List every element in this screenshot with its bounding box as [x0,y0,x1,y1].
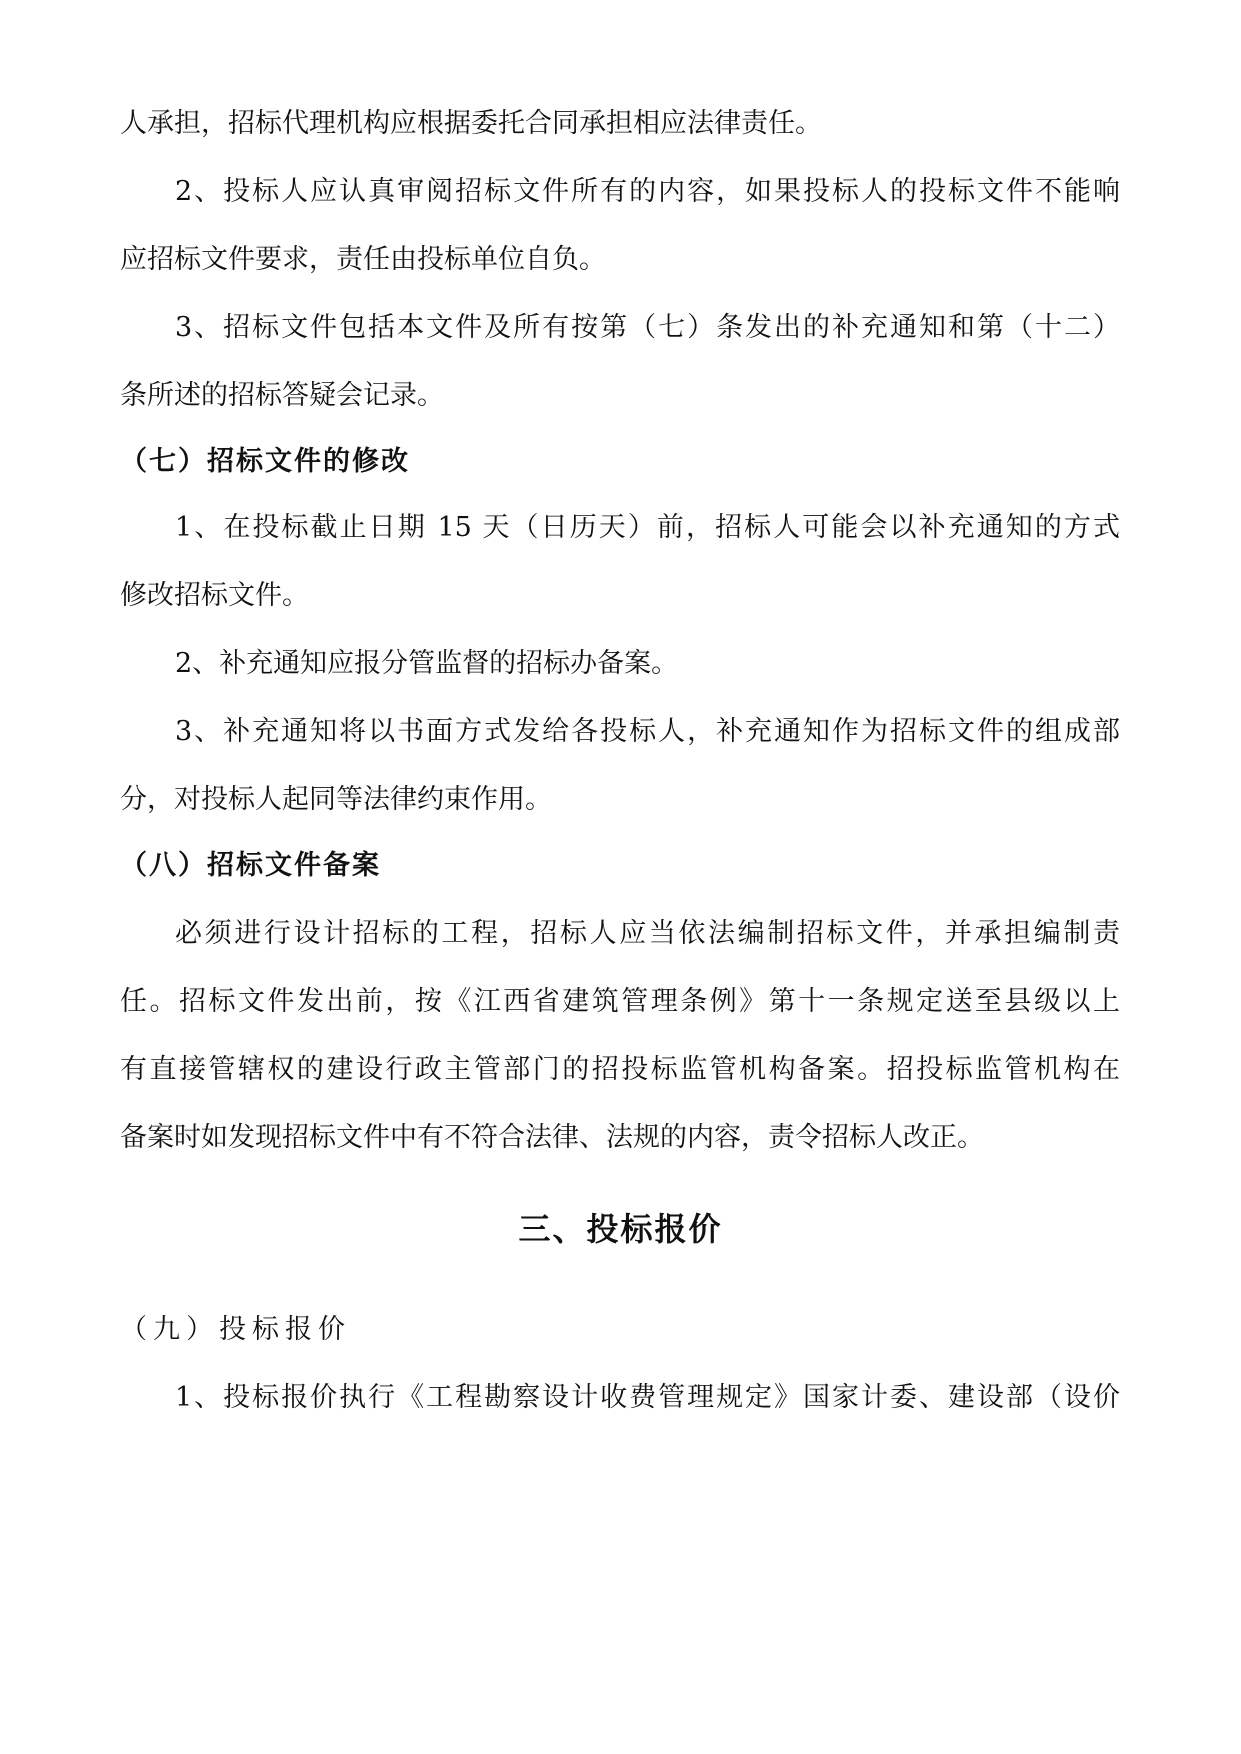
paragraph-line: 3、招标文件包括本文件及所有按第（七）条发出的补充通知和第（十二） [175,312,1120,343]
paragraph-line: 应招标文件要求，责任由投标单位自负。 [120,244,606,275]
paragraph-line: 分，对投标人起同等法律约束作用。 [120,784,552,815]
paragraph-line: 有直接管辖权的建设行政主管部门的招投标监管机构备案。招投标监管机构在 [120,1054,1120,1085]
paragraph-line: 修改招标文件。 [120,580,309,611]
paragraph-line: 备案时如发现招标文件中有不符合法律、法规的内容，责令招标人改正。 [120,1122,984,1153]
paragraph-line: 2、投标人应认真审阅招标文件所有的内容，如果投标人的投标文件不能响 [175,176,1120,207]
section-heading-9: （九）投标报价 [120,1314,351,1345]
paragraph-line: 任。招标文件发出前，按《江西省建筑管理条例》第十一条规定送至县级以上 [120,986,1120,1017]
paragraph-line: 1、在投标截止日期 15 天（日历天）前，招标人可能会以补充通知的方式 [175,512,1120,543]
section-heading-7: （七）招标文件的修改 [120,446,410,477]
paragraph-line: 2、补充通知应报分管监督的招标办备案。 [175,648,679,679]
paragraph-line: 1、投标报价执行《工程勘察设计收费管理规定》国家计委、建设部（设价 [175,1382,1120,1413]
section-heading-8: （八）招标文件备案 [120,850,381,881]
paragraph-line: 人承担，招标代理机构应根据委托合同承担相应法律责任。 [120,108,822,139]
paragraph-line: 3、补充通知将以书面方式发给各投标人，补充通知作为招标文件的组成部 [175,716,1120,747]
paragraph-line: 必须进行设计招标的工程，招标人应当依法编制招标文件，并承担编制责 [175,918,1120,949]
chapter-title: 三、投标报价 [518,1210,723,1248]
paragraph-line: 条所述的招标答疑会记录。 [120,380,444,411]
